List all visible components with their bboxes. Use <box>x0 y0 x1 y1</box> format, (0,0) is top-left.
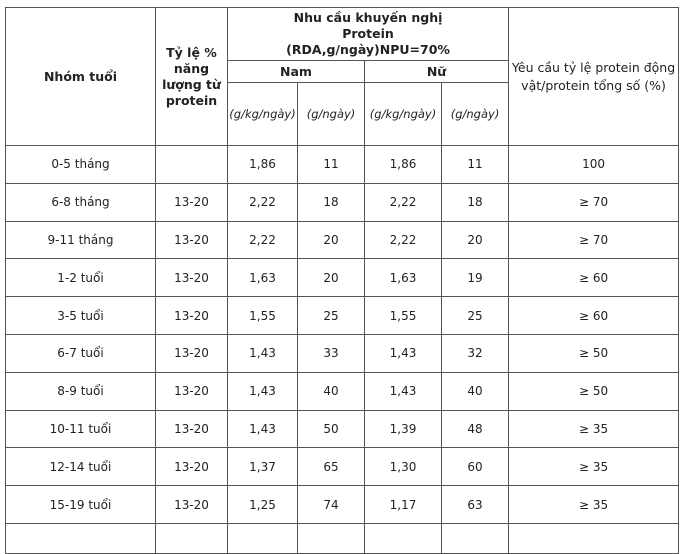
cell-male-day: 40 <box>298 372 365 410</box>
cell-energy: 13-20 <box>156 259 228 297</box>
table-row <box>6 146 679 184</box>
table-row <box>6 297 679 335</box>
cell-male-kg: 1,25 <box>228 486 298 524</box>
cell-male-day: 18 <box>298 183 365 221</box>
cell-age: 6-7 tuổi <box>6 334 156 372</box>
cell-energy <box>156 146 228 184</box>
cell-female-day: 20 <box>442 221 509 259</box>
cell-female-kg: 1,43 <box>365 334 442 372</box>
cell-age: 15-19 tuổi <box>6 486 156 524</box>
cell-female-day: 19 <box>442 259 509 297</box>
table-row <box>6 183 679 221</box>
cell-female-day: 40 <box>442 372 509 410</box>
table-row <box>6 372 679 410</box>
cell-energy: 13-20 <box>156 372 228 410</box>
cell-male-kg: 1,55 <box>228 297 298 335</box>
cell-energy: 13-20 <box>156 183 228 221</box>
cell-energy: 13-20 <box>156 334 228 372</box>
cell-female-kg: 1,30 <box>365 448 442 486</box>
cell-female-kg: 1,55 <box>365 297 442 335</box>
cell-male-kg: 1,86 <box>228 146 298 184</box>
cell-female-kg: 1,63 <box>365 259 442 297</box>
table-row-cut <box>6 523 679 553</box>
cell-animal: ≥ 50 <box>509 334 679 372</box>
header-male: Nam <box>228 61 365 83</box>
cell-male-kg: 2,22 <box>228 183 298 221</box>
header-male-unit-day: (g/ngày) <box>298 83 365 146</box>
cell-male-day: 65 <box>298 448 365 486</box>
cell-animal: 100 <box>509 146 679 184</box>
cell-female-kg: 1,39 <box>365 410 442 448</box>
cell-energy: 13-20 <box>156 297 228 335</box>
cell-female-kg: 1,86 <box>365 146 442 184</box>
table-row <box>6 334 679 372</box>
cell-energy: 13-20 <box>156 486 228 524</box>
cell-animal: ≥ 50 <box>509 372 679 410</box>
cell-male-kg: 1,43 <box>228 372 298 410</box>
cell-energy: 13-20 <box>156 448 228 486</box>
protein-requirements-table <box>5 7 679 554</box>
cell-male-day: 20 <box>298 259 365 297</box>
cell-male-day: 20 <box>298 221 365 259</box>
header-male-unit-kg: (g/kg/ngày) <box>228 83 298 146</box>
cell-female-kg: 1,17 <box>365 486 442 524</box>
cell-female-day: 11 <box>442 146 509 184</box>
table-body <box>6 146 679 554</box>
header-female: Nữ <box>365 61 509 83</box>
cell-animal: ≥ 35 <box>509 448 679 486</box>
cell-female-day: 60 <box>442 448 509 486</box>
cell-male-kg: 1,43 <box>228 410 298 448</box>
header-animal-ratio: Yêu cầu tỷ lệ protein động vật/protein tổng số (%) <box>509 8 679 146</box>
header-rda: Nhu cầu khuyến nghị Protein (RDA,g/ngày)NPU=70% <box>228 8 509 61</box>
cell-animal: ≥ 70 <box>509 221 679 259</box>
cell-male-day: 11 <box>298 146 365 184</box>
cell-female-day: 25 <box>442 297 509 335</box>
cell-animal: ≥ 60 <box>509 259 679 297</box>
table-row <box>6 221 679 259</box>
cell-age: 10-11 tuổi <box>6 410 156 448</box>
cell-female-day: 18 <box>442 183 509 221</box>
cell-age: 1-2 tuổi <box>6 259 156 297</box>
cell-male-kg: 2,22 <box>228 221 298 259</box>
table-row <box>6 486 679 524</box>
cell-male-day: 50 <box>298 410 365 448</box>
cell-age: 9-11 tháng <box>6 221 156 259</box>
cell-animal: ≥ 60 <box>509 297 679 335</box>
cell-age: 8-9 tuổi <box>6 372 156 410</box>
table-row <box>6 448 679 486</box>
cell-female-kg: 2,22 <box>365 183 442 221</box>
cell-female-day: 32 <box>442 334 509 372</box>
cell-male-day: 33 <box>298 334 365 372</box>
cell-age: 3-5 tuổi <box>6 297 156 335</box>
cell-female-day: 48 <box>442 410 509 448</box>
cell-age: 0-5 tháng <box>6 146 156 184</box>
cell-male-kg: 1,37 <box>228 448 298 486</box>
cell-male-day: 74 <box>298 486 365 524</box>
cell-female-kg: 1,43 <box>365 372 442 410</box>
header-female-unit-kg: (g/kg/ngày) <box>365 83 442 146</box>
cell-energy: 13-20 <box>156 221 228 259</box>
header-age-group: Nhóm tuổi <box>6 8 156 146</box>
cell-animal: ≥ 70 <box>509 183 679 221</box>
cell-female-kg: 2,22 <box>365 221 442 259</box>
cell-male-day: 25 <box>298 297 365 335</box>
cell-male-kg: 1,43 <box>228 334 298 372</box>
cell-energy: 13-20 <box>156 410 228 448</box>
header-female-unit-day: (g/ngày) <box>442 83 509 146</box>
cell-female-day: 63 <box>442 486 509 524</box>
table-row <box>6 259 679 297</box>
cell-age: 6-8 tháng <box>6 183 156 221</box>
cell-male-kg: 1,63 <box>228 259 298 297</box>
header-energy-ratio: Tỷ lệ % năng lượng từ protein <box>156 8 228 146</box>
cell-animal: ≥ 35 <box>509 410 679 448</box>
cell-age: 12-14 tuổi <box>6 448 156 486</box>
table-row <box>6 410 679 448</box>
cell-animal: ≥ 35 <box>509 486 679 524</box>
